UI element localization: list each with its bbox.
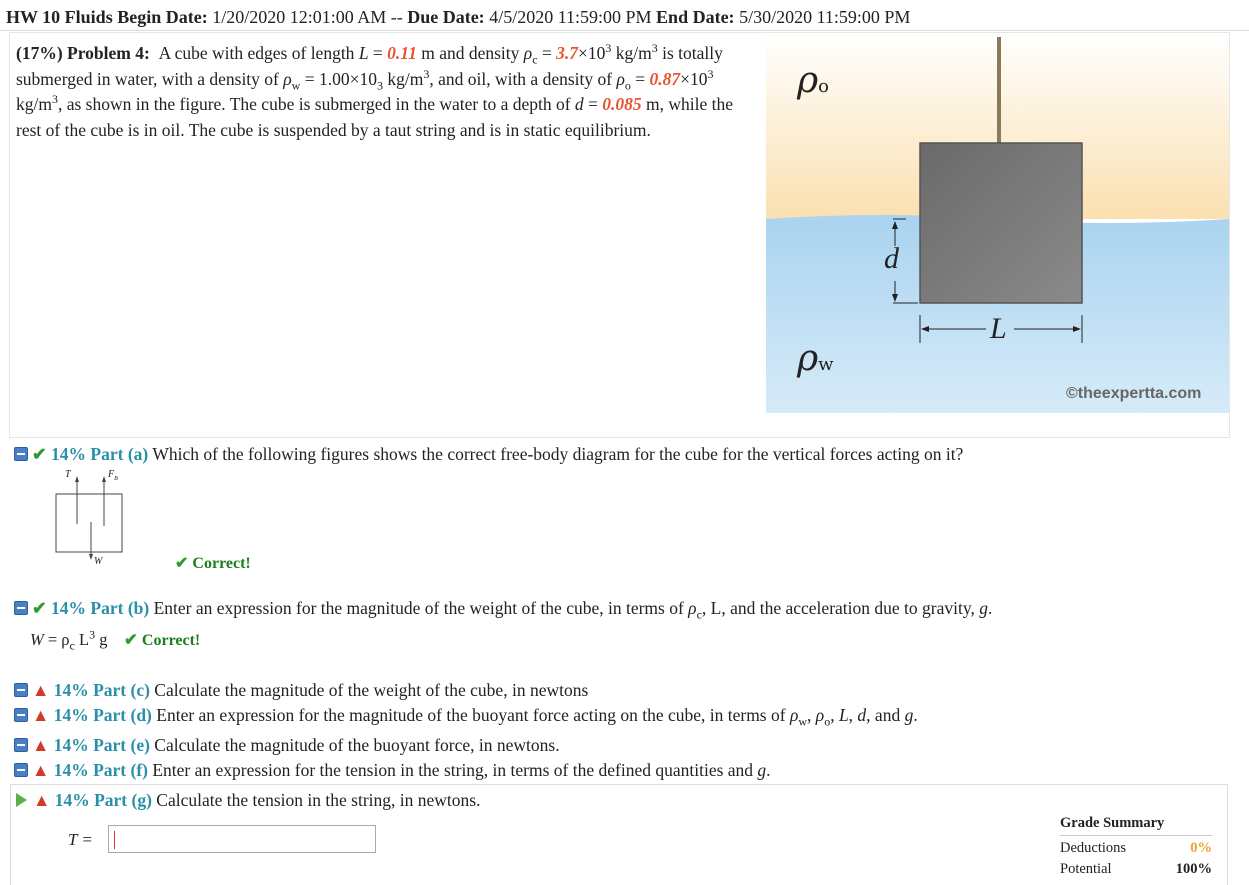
fbd-T: T [65, 469, 71, 480]
collapse-icon[interactable] [14, 683, 28, 697]
warning-icon: ▲ [32, 760, 50, 780]
tension-answer-input[interactable] [108, 825, 376, 853]
fbd-W: W [94, 556, 103, 567]
part-g-row[interactable] [14, 790, 480, 810]
part-b-label: 14% Part (b) [51, 598, 150, 618]
d-dimension-label: d [884, 242, 899, 275]
collapse-icon[interactable] [14, 447, 28, 461]
watermark: ©theexpertta.com [1066, 385, 1202, 402]
problem-weight: (17%) [16, 43, 63, 63]
part-c-label: 14% Part (c) [53, 680, 150, 700]
fbd-FB: $F_B$ [108, 469, 118, 482]
part-f-label: 14% Part (f) [53, 760, 148, 780]
checkmark-icon: ✔ [175, 555, 189, 572]
begin-date-value: 1/20/2020 12:01:00 AM -- [212, 7, 403, 27]
due-date-value: 4/5/2020 11:59:00 PM [489, 7, 652, 27]
part-a-row[interactable] [14, 444, 963, 464]
warning-icon: ▲ [32, 680, 50, 700]
part-d-label: 14% Part (d) [53, 705, 152, 725]
part-b-row[interactable]: ✔ 14% Part (b) Enter an expression for the magnitude of the weight of the cube, in terms of $\rho_c$, L, and the acceleration due to gravity, g. [14, 598, 992, 618]
part-a-question: Which of the following figures shows the correct free-body diagram for the cube for the vertical forces acting on it? [152, 444, 964, 464]
end-date-value: 5/30/2020 11:59:00 PM [739, 7, 911, 27]
part-f-row[interactable]: ▲ 14% Part (f) Enter an expression for the tension in the string, in terms of the defined quantities and g. [14, 760, 771, 780]
value-L: 0.11 [387, 43, 417, 63]
deductions-row: Deductions 0% [1060, 838, 1212, 859]
part-f-question: Enter an expression for the tension in the string, in terms of the defined quantities and [152, 760, 754, 780]
play-icon[interactable] [16, 793, 27, 807]
tension-label: T = [68, 830, 93, 849]
part-e-question: Calculate the magnitude of the buoyant force, in newtons. [154, 735, 560, 755]
assignment-header [0, 0, 1249, 31]
problem-box [9, 32, 1230, 438]
part-e-row[interactable] [14, 735, 560, 755]
warning-icon: ▲ [32, 705, 50, 725]
problem-title: Problem 4: [67, 43, 150, 63]
potential-row: Potential 100% [1060, 859, 1212, 880]
part-c-row[interactable] [14, 680, 588, 700]
collapse-icon[interactable] [14, 763, 28, 777]
collapse-icon[interactable] [14, 708, 28, 722]
text-cursor [114, 831, 115, 849]
collapse-icon[interactable] [14, 738, 28, 752]
part-c-question: Calculate the magnitude of the weight of the cube, in newtons [154, 680, 589, 700]
part-g-label: 14% Part (g) [54, 790, 152, 810]
part-b-question: Enter an expression for the magnitude of the weight of the cube, in terms of [153, 598, 684, 618]
rho-w-label: ρw [797, 338, 834, 379]
value-rho-c: 3.7 [556, 43, 579, 63]
part-d-row[interactable]: ▲ 14% Part (d) Enter an expression for the magnitude of the buoyant force acting on the cube, in terms of $\rho_w$, $\rho_o$, L, d, and g. [14, 705, 918, 725]
value-d: 0.085 [602, 94, 642, 114]
part-a-correct: ✔ Correct! [175, 555, 251, 572]
problem-statement: (17%) Problem 4: A cube with edges of length L = 0.11 m and density $\rho_c = 3.7\times 10^3$ $kg/m^3$ is totally submerged in water, with a density of $\rho_w = 1.00\times 10_3$ $kg/m^3$, and oil, with a density of $\rho_o = 0.87\times 10^3$ $kg/m^3$, as shown in the figure. The cube is submerged in the water to a depth of d = 0.085 m, while the rest of the cube is in oil. The cube is suspended by a taut string and is in static equilibrium. [16, 41, 734, 140]
L-dimension-label: L [990, 312, 1007, 345]
part-g-question: Calculate the tension in the string, in newtons. [156, 790, 481, 810]
potential-value: 100% [1175, 861, 1212, 877]
hw-title: HW 10 Fluids [6, 7, 113, 27]
checkmark-icon: ✔ [123, 630, 138, 649]
deductions-value: 0% [1190, 840, 1212, 856]
warning-icon: ▲ [32, 735, 50, 755]
checkmark-icon: ✔ [32, 444, 47, 464]
cube [920, 143, 1082, 303]
problem-figure [766, 33, 1229, 437]
free-body-diagram [50, 466, 130, 571]
end-date-label: End Date: [656, 7, 735, 27]
begin-date-label: Begin Date: [117, 7, 208, 27]
rho-o-sub: o [818, 76, 830, 97]
value-rho-w: 1.00×10 [318, 68, 377, 89]
string [997, 37, 1001, 145]
due-date-label: Due Date: [407, 7, 485, 27]
checkmark-icon: ✔ [32, 598, 47, 618]
part-b-answer: $W = \rho_c$ $L^3$ g ✔ Correct! [30, 627, 201, 653]
grade-summary-title: Grade Summary [1060, 815, 1212, 836]
warning-icon: ▲ [33, 790, 51, 810]
part-a-label: 14% Part (a) [51, 444, 149, 464]
part-e-label: 14% Part (e) [53, 735, 150, 755]
rho-o-label: ρo [797, 60, 830, 101]
part-d-question: Enter an expression for the magnitude of the buoyant force acting on the cube, in terms of [156, 705, 786, 725]
collapse-icon[interactable] [14, 601, 28, 615]
grade-summary [1060, 815, 1212, 880]
value-rho-o: 0.87 [649, 68, 681, 89]
rho-w-sub: w [818, 354, 834, 375]
